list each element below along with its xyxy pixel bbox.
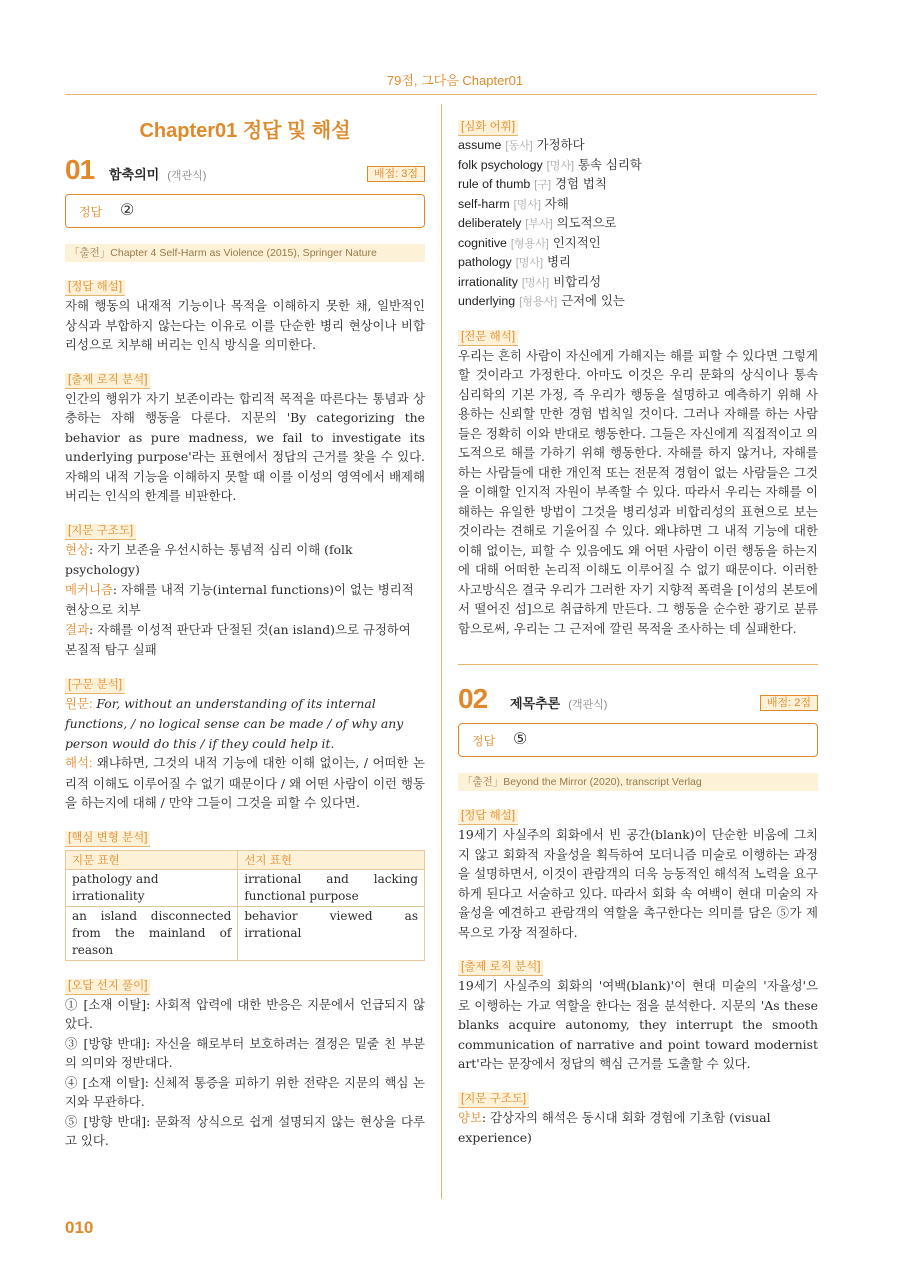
score-badge: 배점: 2점 xyxy=(760,695,818,711)
answer-box xyxy=(65,194,425,228)
answer-explanation: 자해 행동의 내재적 기능이나 목적을 이해하지 못한 채, 일반적인 상식과 부합하지 않는다는 이유로 이를 단순한 병리 현상이나 비합리성으로 치부해 버리는 인식 방식을 의미한다. xyxy=(65,298,425,352)
table-cell: behavior viewed as irrational xyxy=(238,906,425,960)
wrong-option: ③ [방향 반대]: 자신을 해로부터 보호하려는 결정은 밑줄 친 부분의 의미와 정반대다. xyxy=(65,1035,425,1070)
source-citation: 「출전」Chapter 4 Self-Harm as Violence (2015), Springer Nature xyxy=(65,244,425,262)
table-header: 선지 표현 xyxy=(238,850,425,869)
table-row xyxy=(66,869,425,906)
vocab-item: self-harm [명사] 자해 xyxy=(458,195,569,211)
syntax-translation: 해석: 왜냐하면, 그것의 내적 기능에 대한 이해 없이는, / 어떠한 논리적 이해도 이루어질 수 없기 때문이다 / 왜 어떤 사람이 이런 행동을 하는지에 대해 / 만약 그들이 그것을 피할 수 있다면. xyxy=(65,755,425,810)
section-tag: [정답 해설] xyxy=(458,809,518,825)
right-column xyxy=(458,104,818,1148)
running-header: 79점, 그다음 Chapter01 xyxy=(386,73,524,88)
vocab-item: rule of thumb [구] 경험 법칙 xyxy=(458,176,607,191)
column-divider xyxy=(441,104,442,1199)
paraphrase-table xyxy=(65,850,425,961)
vocab-item: irrationality [명사] 비합리성 xyxy=(458,273,602,289)
section-tag: [출제 로직 분석] xyxy=(65,373,150,389)
full-translation: 우리는 흔히 사람이 자신에게 가해지는 해를 피할 수 있다면 그렇게 할 것이라고 가정한다. 아마도 이것은 우리 문화의 상식이나 통속 심리학의 기본 가정, 즉 우리가 행동을 설명하고 예측하기 위해 사용하는 신뢰할 만한 경험 법칙일 것이다. 그러나 자해를 하는 사람들은 정확히 이와 반대로 행동한다. 그들은 자신에게 직접적이고 의도적으로 해를 가하기 위해 행동한다. 자해를 하지 않거나, 자해를 하는 사람들에 대한 개인적 또는 전문적 경험이 없는 사람들은 그것을 이해할 인지적 자원이 부족할 수 있다. 따라서 우리는 자해를 이해하는 유일한 방법이 그것을 병리성과 비합리성의 표현으로 보는 것이라는 견해로 기울어질 수 있다. 왜냐하면 그 내적 기능에 대한 이해 없이는, 피할 수 있음에도 왜 어떤 사람이 이런 행동을 하는지에 대해 어떠한 논리적 이해도 이루어질 수 없기 때문이다. 이러한 사고방식은 결국 우리가 그러한 자기 지향적 폭력을 [이성의 본토에서 떨어진 섬]으로 취급하게 만든다. 그 행동을 순수한 광기로 분류함으로써, 우리는 그 근저에 깔린 목적을 조사하는 데 실패한다. xyxy=(458,347,818,636)
section-tag: [지문 구조도] xyxy=(458,1092,529,1108)
score-badge: 배점: 3점 xyxy=(367,166,425,182)
answer-value: ⑤ xyxy=(513,729,528,748)
question-number: 01 xyxy=(65,154,95,185)
question-name: 제목추론 (객관식) xyxy=(510,696,608,711)
answer-label: 정답 xyxy=(472,734,496,748)
page-number: 010 xyxy=(65,1218,94,1237)
answer-value: ② xyxy=(120,200,135,219)
table-cell: pathology and irrationality xyxy=(66,869,238,906)
section-tag: [오답 선지 풀이] xyxy=(65,979,150,995)
vocab-item: pathology [명사] 병리 xyxy=(458,254,571,269)
question-type: (객관식) xyxy=(167,170,207,182)
structure-item: 현상: 자기 보존을 우선시하는 통념적 심리 이해 (folk psychology) xyxy=(65,541,353,577)
wrong-option: ④ [소재 이탈]: 신체적 통증을 피하기 위한 전략은 지문의 핵심 논지와 무관하다. xyxy=(65,1074,425,1109)
source-citation: 「출전」Beyond the Mirror (2020), transcript Verlag xyxy=(458,773,818,791)
question-number: 02 xyxy=(458,683,488,714)
syntax-original: 원문: For, without an understanding of its internal functions, / no logical sense can be made / of why any person would do this / if they could help it. xyxy=(65,695,404,751)
question-header xyxy=(458,683,818,721)
section-tag: [전문 해석] xyxy=(458,330,518,346)
question-type: (객관식) xyxy=(568,699,608,711)
section-tag: [핵심 변형 분석] xyxy=(65,831,150,847)
structure-item: 양보: 감상자의 해석은 동시대 회화 경험에 기초함 (visual experience) xyxy=(458,1109,771,1145)
table-cell: irrational and lacking functional purpose xyxy=(238,869,425,906)
logic-analysis: 인간의 행위가 자기 보존이라는 합리적 목적을 따른다는 통념과 상충하는 자해 행동을 다룬다. 지문의 'By categorizing the behavior as pure madness, we fail to investigate its underlying purpose'라는 표현에서 정답의 근거를 찾을 수 있다. 자해의 내적 기능을 이해하지 못할 때 이를 이성의 영역에서 배제해버리는 인식의 한계를 비판한다. xyxy=(65,390,425,503)
vocab-list xyxy=(458,136,818,312)
left-column xyxy=(65,104,425,1151)
section-tag: [구문 분석] xyxy=(65,678,125,694)
table-cell: an island disconnected from the mainland of reason xyxy=(66,906,238,960)
answer-label: 정답 xyxy=(79,205,103,219)
chapter-title: Chapter01 정답 및 해설 xyxy=(139,120,351,142)
answer-explanation: 19세기 사실주의 회화에서 빈 공간(blank)이 단순한 비움에 그치지 않고 회화적 자율성을 획득하여 모더니즘 미술로 이행하는 과정을 설명하면서, 이것이 관람객의 더욱 능동적인 해석적 노력을 요구하게 된다고 서술하고 있다. 따라서 회화 속 여백이 현대 미술의 자율성을 예견하고 관람객의 역할을 촉구한다는 의미를 담은 ⑤가 제목으로 가장 적절하다. xyxy=(458,827,818,940)
structure-item: 메커니즘: 자해를 내적 기능(internal functions)이 없는 병리적 현상으로 치부 xyxy=(65,581,414,617)
section-tag: [지문 구조도] xyxy=(65,524,136,540)
question-separator xyxy=(458,664,818,665)
table-row xyxy=(66,906,425,960)
question-header xyxy=(65,154,425,192)
structure-item: 결과: 자해를 이성적 판단과 단절된 것(an island)으로 규정하여 본질적 탐구 실패 xyxy=(65,621,411,657)
question-name: 함축의미 (객관식) xyxy=(109,167,207,182)
wrong-option: ⑤ [방향 반대]: 문화적 상식으로 쉽게 설명되지 않는 현상을 다루고 있다. xyxy=(65,1113,425,1148)
logic-analysis: 19세기 사실주의 회화의 '여백(blank)'이 현대 미술의 '자율성'으로 이행하는 가교 역할을 한다는 점을 분석한다. 지문의 'As these blanks acquire autonomy, they interrupt the smooth communication of narrative and point toward modernist art'라는 문장에서 정답의 핵심 근거를 도출할 수 있다. xyxy=(458,978,818,1071)
vocab-item: assume [동사] 가정하다 xyxy=(458,137,585,152)
section-tag: [정답 해설] xyxy=(65,280,125,296)
table-header: 지문 표현 xyxy=(66,850,238,869)
answer-box xyxy=(458,723,818,757)
vocab-item: cognitive [형용사] 인지적인 xyxy=(458,234,601,250)
header-rule xyxy=(65,94,817,95)
vocab-item: underlying [형용사] 근저에 있는 xyxy=(458,293,625,308)
section-tag: [심화 어휘] xyxy=(458,120,518,136)
vocab-item: folk psychology [명사] 통속 심리학 xyxy=(458,156,642,172)
section-tag: [출제 로직 분석] xyxy=(458,960,543,976)
wrong-option: ① [소재 이탈]: 사회적 압력에 대한 반응은 지문에서 언급되지 않았다. xyxy=(65,996,425,1031)
vocab-item: deliberately [부사] 의도적으로 xyxy=(458,215,617,230)
